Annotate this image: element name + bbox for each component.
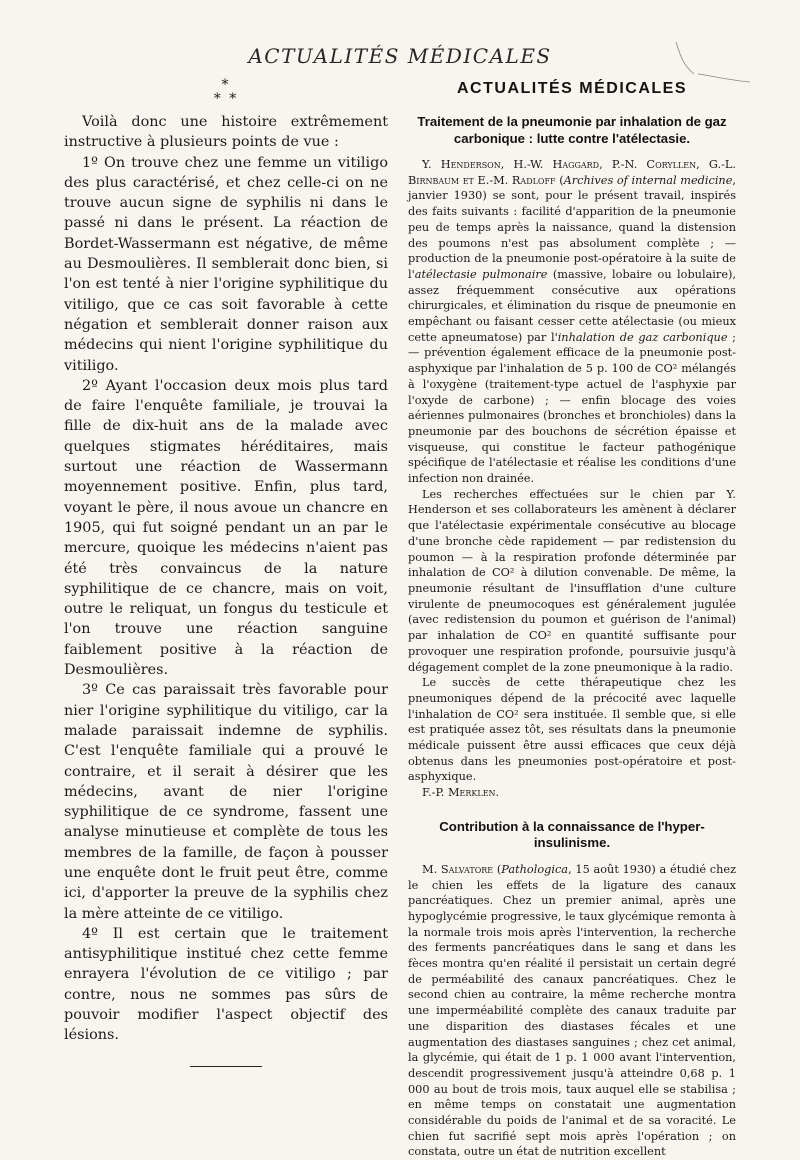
article-title: Contribution à la connaissance de l'hyper-insulinisme. <box>439 818 705 851</box>
paragraph: Le succès de cette thérapeutique chez les pneumoniques dépend de la précocité avec laquelle l'inhalation de CO² sera instituée. Il semble que, si elle est pratiquée assez tôt, ses résultats dans la pneumonie médicale puissent être aussi efficaces que ceux déjà obtenus dans les pneumonies post-opératoire et post-asphyxique. <box>408 676 736 784</box>
paragraph: 4º Il est certain que le traitement antisyphilitique institué chez cette femme enrayera l'évolution de ce vitiligo ; par contre, nous ne sommes pas sûrs de pouvoir modifier l'aspect objectif des lésions. <box>64 925 388 1044</box>
running-header: ACTUALITÉS MÉDICALES <box>248 44 552 68</box>
article-title: Traitement de la pneumonie par inhalation de gaz carbonique : lutte contre l'atélectasie. <box>417 114 727 146</box>
right-column <box>408 78 736 1160</box>
authors: Y. Henderson, H.-W. Haggard, P.-N. Coryllen, G.-L. Birnbaum et E.-M. Radloff <box>408 158 736 187</box>
section-title: ACTUALITÉS MÉDICALES <box>457 80 687 97</box>
article-pneumonie <box>408 114 736 801</box>
author: M. Salvatore <box>422 862 494 876</box>
paragraph-text: se sont, pour le présent travail, inspirés des faits suivants : facilité d'apparition de la pneumonie peu de temps après la naissance, quand la distension des poumons n'est pas absolument complète ; — production de la pneumonie post-opératoire à la suite de l' <box>408 189 736 281</box>
paragraph: 1º On trouve chez une femme un vitiligo des plus caractérisé, et chez celle-ci on ne trouve aucun signe de syphilis ni dans le passé ni dans le présent. La réaction de Bordet-Wassermann est négative, de même au Desmoulières. Il semblerait donc bien, si l'on est tenté à nier l'origine syphilitique du vitiligo, que ce cas soit favorable à cette négation et semblerait donner raison aux médecins qui nient l'origine syphilitique du vitiligo. <box>64 154 388 374</box>
article-hyperinsulinisme <box>408 819 736 1160</box>
paragraph-text: (massive, lobaire ou lobulaire), assez fréquemment consécutive aux opérations chirurgicales, et élimination du risque de pneumonie en empêchant ou faisant cesser cette atélectasie (ou mieux cette apneumatose) par l' <box>408 267 736 344</box>
journal-name: Pathologica <box>501 862 569 876</box>
paragraph: 3º Ce cas paraissait très favorable pour nier l'origine syphilitique du vitiligo, car la malade paraissait indemne de syphilis. C'est l'enquête familiale qui a prouvé le contraire, et il serait à désirer que les médecins, avant de nier l'origine syphilitique de ce syndrome, fassent une analyse minutieuse et complète de tous les membres de la famille, de façon à pousser une enquête dont le fruit peut être, comme ici, d'apporter la preuve de la syphilis chez la mère atteinte de ce vitiligo. <box>64 682 388 922</box>
left-column <box>64 78 388 1067</box>
publication-date: , janvier 1930) <box>408 173 736 203</box>
paragraph: Les recherches effectuées sur le chien par Y. Henderson et ses collaborateurs les amènent à déclarer que l'atélectasie expérimentale consécutive au blocage d'une bronche cède rapidement — par redistension du poumon — à la respiration profonde déterminée par inhalation de CO² à dilution convenable. De même, la pneumonie résultant de l'insufflation d'une culture virulente de pneumocoques est généralement jugulée (avec redistension du poumon et guérison de l'animal) par inhalation de CO² en quantité suffisante pour provoquer une respiration profonde, poursuivie jusqu'à dégagement complet de la zone pneumonique à la radio. <box>408 487 736 674</box>
left-article-body <box>64 112 388 1046</box>
paragraph-text: ; — prévention également efficace de la pneumonie post-asphyxique par l'inhalation de 5 p. 100 de CO² mélangés à l'oxygène (traitement-type actuel de l'asphyxie par l'oxyde de carbone) ; — enfin blocage des voies aériennes pulmonaires (bronches et bronchioles) dans la pneumonie par des bouchons de sécrétion épaisse et visqueuse, qui constitue le facteur pathogénique spécifique de l'atélectasie et réalise les conditions d'une infection non drainée. <box>408 330 736 486</box>
term: atélectasie pulmonaire <box>414 267 548 281</box>
paragraph: M. Salvatore (Pathologica, 15 août 1930) a étudié chez le chien les effets de la ligature des canaux pancréatiques. Chez un premier animal, après une hypoglycémie progressive, le taux glycémique remonta à la normale trois mois après l'intervention, la recherche des ferments pancréatiques dans le sang et dans les fèces montra qu'en réalité il persistait un certain degré de perméabilité des canaux pancréatiques. Chez le second chien au contraire, la même recherche montra une imperméabilité complète des canaux traduite par une disparition des diastases fécales et une augmentation des diastases sanguines ; chez cet animal, la glycémie, qui était de 1 p. 1 000 avant l'intervention, descendit progressivement jusqu'à atteindre 0,68 p. 1 000 au bout de trois mois, taux auquel elle se stabilisa ; en même temps on constatait une augmentation considérable du poids de l'animal et de sa voracité. Le chien fut sacrifié sept mois après l'opération ; on constata, outre un état de nutrition excellent <box>408 862 737 1159</box>
paragraph: 2º Ayant l'occasion deux mois plus tard de faire l'enquête familiale, je trouvai la fille de dix-huit ans de la malade avec quelques stigmates héréditaires, mais surtout une réaction de Wassermann moyennement positive. Enfin, plus tard, voyant le père, il nous avoue un chancre en 1905, qui fut soigné pendant un an par le mercure, quoique les médecins n'aient pas été très convaincus de la nature syphilitique de ce chancre, mais on voit, outre le reliquat, un fongus du testicule et l'on trouve une réaction sanguine faiblement positive à la réaction de Desmoulières. <box>64 377 388 679</box>
journal-name: Archives of internal medicine <box>563 173 733 187</box>
closing-rule <box>190 1066 262 1067</box>
paragraph-text: a étudié chez le chien les effets de la ligature des canaux pancréatiques. Chez un premier animal, après une hypoglycémie progressive, le taux glycémique remonta à la normale trois mois après l'intervention, la recherche des ferments pancréatiques dans le sang et dans les fèces montra qu'en réalité il persistait un certain degré de perméabilité des canaux pancréatiques. Chez le second chien au contraire, la même recherche montra une imperméabilité complète des canaux traduite par une disparition des diastases fécales et une augmentation des diastases sanguines ; chez cet animal, la glycémie, qui était de 1 p. 1 000 avant l'intervention, descendit progressivement jusqu'à atteindre 0,68 p. 1 000 au bout de trois mois, taux auquel elle se stabilisa ; en même temps on constatait une augmentation considérable du poids de l'animal et de sa voracité. Le chien fut sacrifié sept mois après l'opération ; on constata, outre un état de nutrition excellent <box>408 862 737 1159</box>
publication-date: , 15 août 1930) <box>568 862 656 876</box>
paragraph: Voilà donc une histoire extrêmement instructive à plusieurs points de vue : <box>64 114 388 151</box>
term: inhalation de gaz carbonique <box>557 330 728 344</box>
section-separator: * * * <box>213 77 239 107</box>
paragraph: Y. Henderson, H.-W. Haggard, P.-N. Coryllen, G.-L. Birnbaum et E.-M. Radloff (Archives of internal medicine, janvier 1930) se sont, pour le présent travail, inspirés des faits suivants : facilité d'apparition de la pneumonie peu de temps après la naissance, quand la distension des poumons n'est pas absolument complète ; — production de la pneumonie post-opératoire à la suite de l'atélectasie pulmonaire (massive, lobaire ou lobulaire), assez fréquemment consécutive aux opérations chirurgicales, et élimination du risque de pneumonie en empêchant ou faisant cesser cette atélectasie (ou mieux cette apneumatose) par l'inhalation de gaz carbonique ; — prévention également efficace de la pneumonie post-asphyxique par l'inhalation de 5 p. 100 de CO² mélangés à l'oxygène (traitement-type actuel de l'asphyxie par l'oxyde de carbone) ; — enfin blocage des voies aériennes pulmonaires (bronches et bronchioles) dans la pneumonie par des bouchons de sécrétion épaisse et visqueuse, qui constitue le facteur pathogénique spécifique de l'atélectasie et réalise les conditions d'une infection non drainée. <box>408 158 736 486</box>
signature: F.-P. Merklen. <box>422 786 500 800</box>
